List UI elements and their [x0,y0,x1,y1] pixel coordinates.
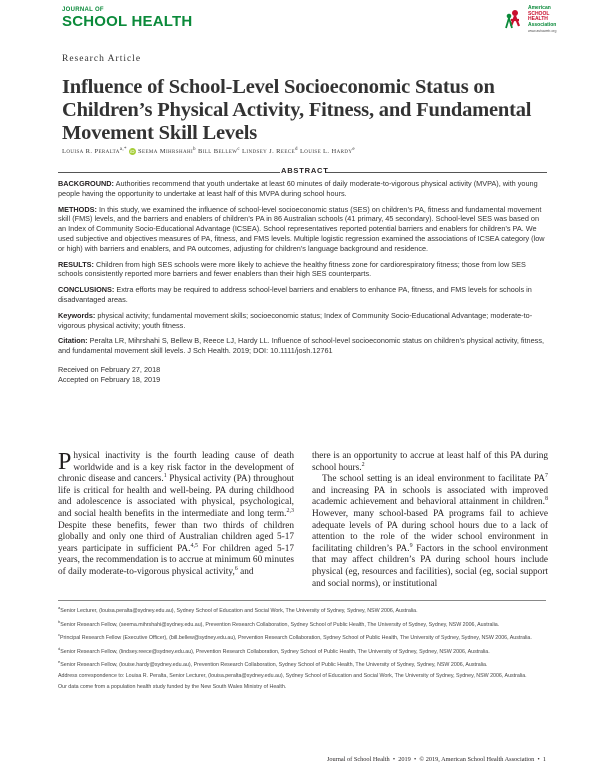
body-text: and [237,566,254,577]
asha-url: www.ashaweb.org [528,29,557,33]
body-text: Physical activity (PA) throughout life is critical for health and well-being. PA during childhood and adolescence is associated with physical, psychological, and social health benefits in the intermediate and long term. [58,474,294,519]
body-column-left [58,451,294,579]
body-text: Factors in the school environment that may affect children’s PA during school hours include physical (eg, resources and facilities), social (eg, social support and social norms), or institutional [312,543,549,589]
footnote [58,658,546,669]
abstract-methods [58,205,546,254]
footnote-marker: e [58,659,61,665]
body-column-right [312,451,548,590]
body-text: hysical inactivity is the fourth leading cause of death worldwide and is a key risk factor in the development of chronic disease and cancers. [58,451,294,485]
footer-year: 2019 [398,756,411,763]
footnote-marker: b [58,618,61,624]
body-text: The school setting is an ideal environment to facilitate PA [322,474,545,485]
author-name: Lindsey J. Reece [242,148,295,156]
orcid-icon[interactable]: iD [129,149,135,155]
footnote-text: Senior Research Fellow, (louise.hardy@sydney.edu.au), Prevention Research Collaboration, Sydney School of Public Health, The University of Sydney, Sydney, NSW 2006, Australia. [60,662,488,669]
body-text: However, many school-based PA programs fail to achieve adequate levels of PA during school hours due to a lack of attention to the role of the wider school environment in facilitating children’s PA. [312,508,548,554]
footnote-text: Senior Lecturer, (louisa.peralta@sydney.edu.au), Sydney School of Education and Social Work, The University of Sydney, Sydney, NSW 2006, Australia. [60,607,418,614]
footer-separator: • [537,756,540,763]
article-title: Influence of School-Level Socioeconomic Status on Children’s Physical Activity, Fitness, and Fundamental Movement Skill Levels [62,76,532,144]
author-affiliation: b [193,147,196,152]
author-name: Seema Mihrshahi [137,148,194,156]
body-text: For children aged 5-17 years, the recommendation is to accrue at minimum 60 minutes of daily moderate-to-vigorous physical activity, [58,543,294,577]
abstract-conclusions [58,285,546,305]
body-text: Despite these benefits, fewer than two thirds of children globally and only one third of Australian children aged 5-17 years participate in sufficient PA. [58,520,294,554]
article-dates [58,365,546,385]
abstract-body [58,179,546,385]
author-affiliation: d [295,147,298,152]
citation-ref[interactable]: 2,3 [286,507,294,514]
citation-ref[interactable]: 7 [545,473,548,480]
footnote-text: Senior Research Fellow, (seema.mihrshahi@sydney.edu.au), Prevention Research Collaboration, Sydney School of Public Health, The University of Sydney, Sydney, NSW 2006, Australia. [60,621,500,628]
asha-line-4: Association [528,21,557,28]
correspondence-text: Address correspondence to: Louisa R. Peralta, Senior Lecturer, (louisa.peralta@sydney.edu.au), Sydney School of Education and Social Work, The University of Sydney, Sydney, NSW 2006, Australia. [58,672,527,679]
body-text: there is an opportunity to accrue at least half of this PA during school hours. [312,451,548,473]
footnote-marker: c [58,632,60,638]
abstract-keywords [58,311,546,331]
author-affiliation: a,* [119,147,127,152]
footer-copyright: © 2019, American School Health Association [419,756,535,763]
abstract-results [58,260,546,280]
received-date: Received on February 27, 2018 [58,364,161,374]
body-paragraph [312,474,548,590]
abstract-background [58,179,546,199]
abstract-citation [58,336,546,356]
author-affiliation: c [237,147,241,152]
footnote-marker: d [58,645,61,651]
citation-ref[interactable]: 6 [234,565,238,572]
citation-label: Citation: [58,336,88,346]
funding-text: Our data come from a population health study funded by the New South Wales Ministry of Health. [58,683,287,690]
keywords-label: Keywords: [58,310,96,320]
citation-ref[interactable]: 8 [545,496,548,503]
abstract-rule-right [325,172,547,173]
footer-journal: Journal of School Health [326,756,390,763]
results-text: Children from high SES schools were more likely to achieve the healthy fitness zone for cardiorespiratory fitness; those from low SES schools consistently reported more barriers and fewer enablers than their high SES counterparts. [58,259,526,279]
drop-cap: P [58,449,72,475]
asha-line-2: SCHOOL [528,10,550,17]
conclusions-text: Extra efforts may be required to address school-level barriers and enablers to enhance PA, fitness, and FMS levels for schools in disadvantaged areas. [58,285,532,304]
author-name: Bill Bellew [197,148,238,156]
section-label: Research Article [62,54,142,64]
body-text: and increasing PA in schools is associated with improved academic achievement and behavioral attainment in children. [312,485,548,508]
journal-logo-small-text: JOURNAL OF [62,7,104,13]
page-footer [210,756,546,763]
footnote-rule [58,600,546,601]
author-name: Louisa R. Peralta [62,148,120,156]
footnote [58,631,546,642]
citation-text: Peralta LR, Mihrshahi S, Bellew B, Reece LJ, Hardy LL. Influence of school-level socioeconomic status on children’s physical activity, fitness, and fundamental movement skill levels. J Sch Health. 2019; DOI: 10.1111/josh.12761 [58,336,545,356]
keywords-text: physical activity; fundamental movement skills; socioeconomic status; Index of Community Socio-Educational Advantage; moderate-to-vigorous physical activity; youth fitness. [58,310,533,330]
background-text: Authorities recommend that youth undertake at least 60 minutes of daily moderate-to-vigorous physical activity (MVPA), with young people having the opportunity to undertake at least half of this MVPA during school hours. [58,179,538,198]
citation-ref[interactable]: 1 [163,473,167,480]
footnote [58,683,546,691]
footnote [58,672,546,680]
footnote-text: Principal Research Fellow (Executive Officer), (bill.bellew@sydney.edu.au), Prevention Research Collaboration, Sydney School of Public Health, The University of Sydney, Sydney, NSW 2006, Australia. [60,634,532,641]
citation-ref[interactable]: 2 [361,461,365,468]
footnote [58,645,546,656]
footnote [58,604,546,615]
citation-ref[interactable]: 9 [409,542,413,549]
footer-separator: • [413,756,417,763]
citation-ref[interactable]: 4,5 [190,542,198,549]
footnote-marker: a [58,605,61,610]
asha-logo-text [528,6,556,28]
accepted-date: Accepted on February 18, 2019 [58,374,161,384]
abstract-heading: ABSTRACT [281,166,329,175]
background-label: BACKGROUND: [58,179,114,188]
author-name: Louise L. Hardy [299,148,353,156]
abstract-rule-left [58,172,280,173]
author-affiliation: e [352,147,355,152]
body-paragraph [58,451,294,579]
asha-line-1: American [528,5,551,11]
footnote-text: Senior Research Fellow, (lindsey.reece@sydney.edu.au), Prevention Research Collaboration, Sydney School of Public Health, The University of Sydney, Sydney, NSW 2006, Australia. [60,648,490,655]
footnotes [58,604,546,693]
conclusions-label: CONCLUSIONS: [58,285,115,295]
asha-line-3: HEALTH [528,16,548,23]
methods-text: In this study, we examined the influence of school-level socioeconomic status (SES) on children’s PA, fitness and fundamental movement skill (FMS) levels, and the barriers and enablers of children’s PA in 86 Australian schools (41 primary, 45 secondary). School-level SES was based on an Index of Community Socio-Educational Advantage (ICSEA). School representatives reported potential barriers and enablers for children’s PA. We used subjective and objectives measures of PA, fitness, and FMS levels. Multiple logistic regression examined the associations of ICSEA category (low or high) with barriers and enablers, and PA outcomes, adjusting for children’s language background and residence. [58,204,545,253]
methods-label: METHODS: [58,204,97,214]
body-paragraph [312,451,548,474]
journal-logo: SCHOOL HEALTH [62,13,193,30]
page-number: 1 [542,756,546,763]
author-list [62,147,542,155]
footnote [58,618,546,629]
footer-separator: • [392,756,396,763]
results-label: RESULTS: [58,259,94,269]
